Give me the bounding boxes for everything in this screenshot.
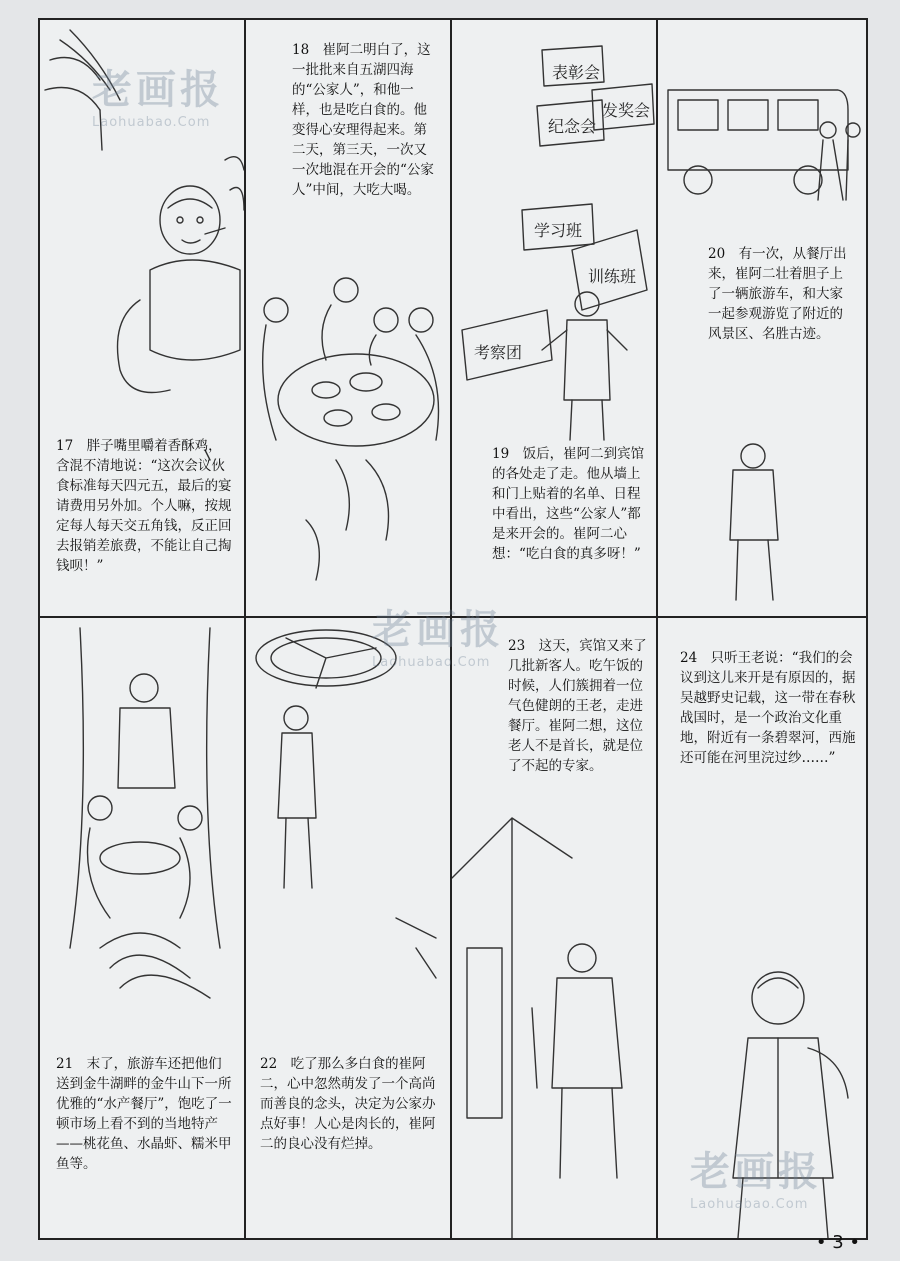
panel-23-illustration — [452, 618, 656, 1238]
panel-23-text: 23 这天，宾馆又来了几批新客人。吃午饭的时候，人们簇拥着一位气色健朗的王老，走进餐厅。崔阿二想，这位老人不是首长，就是位了不起的专家。 — [508, 638, 647, 774]
panel-22-text: 22 吃了那么多白食的崔阿二，心中忽然萌发了一个高尚而善良的念头，决定为公家办点好事！人心是肉长的，崔阿二的良心没有烂掉。 — [260, 1056, 436, 1152]
panel-18 — [246, 20, 450, 616]
panel-20-text: 20 有一次，从餐厅出来，崔阿二壮着胆子上了一辆旅游车，和大家一起参观游览了附近的风景区、名胜古迹。 — [708, 246, 847, 342]
sign-biaozhang: 表彰会 — [552, 63, 601, 82]
panel-19 — [452, 20, 656, 616]
watermark-cn: 老画报 — [690, 1149, 822, 1195]
panel-21 — [40, 618, 244, 1238]
panel-22 — [246, 618, 450, 1238]
watermark-top — [92, 58, 224, 130]
watermark-en: Laohuabao.Com — [690, 1197, 809, 1212]
panel-24-text: 24 只听王老说：“我们的会议到这儿来开是有原因的，据吴越野史记载，这一带在春秋战国时，是一个政治文化重地，附近有一条碧翠河，西施还可能在河里浣过纱……” — [680, 650, 856, 766]
panel-21-caption — [56, 1054, 232, 1174]
panel-20-caption — [708, 244, 856, 344]
watermark-en: Laohuabao.Com — [92, 115, 211, 130]
panel-17-caption — [56, 436, 232, 576]
panel-23 — [452, 618, 656, 1238]
sign-kaocha: 考察团 — [474, 343, 523, 362]
sign-fajiang: 发奖会 — [602, 101, 651, 120]
watermark-middle — [372, 598, 504, 670]
watermark-cn: 老画报 — [372, 607, 504, 653]
panel-19-text: 19 饭后，崔阿二到宾馆的各处走了走。他从墙上和门上贴着的名单、日程中看出，这些“公家人”都是来开会的。崔阿二心想：“吃白食的真多呀！” — [492, 446, 645, 562]
page-number: • 3 • — [815, 1232, 860, 1253]
panel-18-text: 18 崔阿二明白了，这一批批来自五湖四海的“公家人”，和他一样，也是吃白食的。他变得心安理得起来。第二天，第三天，一次又一次地混在开会的“公家人”中间，大吃大喝。 — [292, 42, 434, 198]
panel-19-caption — [492, 444, 646, 564]
sign-jinian: 纪念会 — [548, 117, 597, 136]
watermark-cn: 老画报 — [92, 67, 224, 113]
sign-xuexi: 学习班 — [534, 221, 583, 240]
panel-20 — [658, 20, 866, 616]
panel-17-text: 17 胖子嘴里嚼着香酥鸡，含混不清地说：“这次会议伙食标准每天四元五，最后的宴请费用另外加。个人嘛，按规定每人每天交五角钱，反正回去报销差旅费，不能让自己掏钱呗！” — [56, 438, 232, 574]
watermark-en: Laohuabao.Com — [372, 655, 491, 670]
panel-22-caption — [260, 1054, 440, 1154]
watermark-bottom — [690, 1140, 822, 1212]
panel-21-text: 21 末了，旅游车还把他们送到金牛湖畔的金牛山下一所优雅的“水产餐厅”，饱吃了一顿市场上看不到的当地特产——桃花鱼、水晶虾、糯米甲鱼等。 — [56, 1056, 232, 1172]
sign-xunlian: 训练班 — [588, 267, 637, 286]
panel-18-illustration — [246, 20, 450, 616]
